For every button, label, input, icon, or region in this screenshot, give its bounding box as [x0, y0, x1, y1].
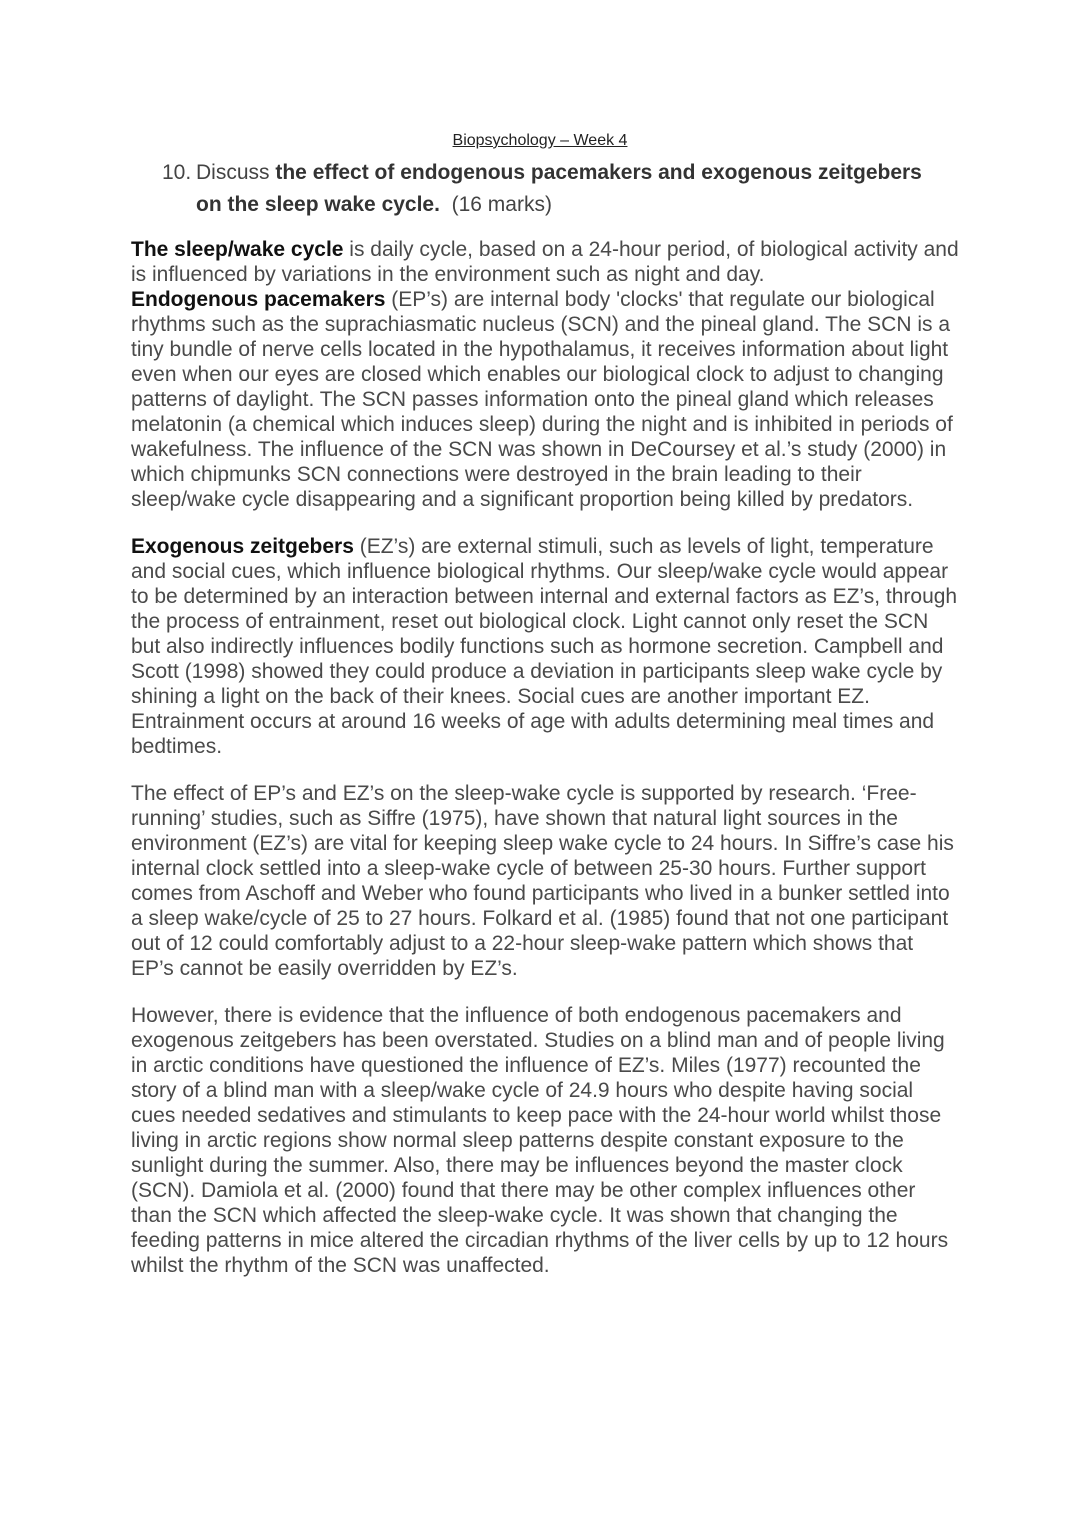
- paragraph-1-text-a: is daily cycle, based on a 24-hour period, of biological activity and is influenced by variations in the environment such as night and day.: [131, 238, 959, 286]
- paragraph-sleep-wake-cycle: [131, 237, 961, 512]
- essay-body: [131, 237, 961, 1300]
- paragraph-research-support: The effect of EP’s and EZ’s on the sleep-wake cycle is supported by research. ‘Free-running’ studies, such as Siffre (1975), have shown that natural light sources in the environment (EZ’s) are vital for keeping sleep wake cycle to 24 hours. In Siffre’s case his internal clock settled into a sleep-wake cycle of between 25-30 hours. Further support comes from Aschoff and Weber who found participants who lived in a bunker settled into a sleep wake/cycle of 25 to 27 hours. Folkard et al. (1985) found that not one participant out of 12 could comfortably adjust to a 22-hour sleep-wake pattern which shows that EP’s cannot be easily overridden by EZ’s.: [131, 782, 954, 980]
- question-marks: (16 marks): [451, 193, 552, 216]
- paragraph-2-text: (EZ’s) are external stimuli, such as levels of light, temperature and social cues, which influence biological rhythms. Our sleep/wake cycle would appear to be determined by an interaction between internal and external factors as EZ’s, through the process of entrainment, reset out biological clock. Light cannot only reset the SCN but also indirectly influences bodily functions such as hormone secretion. Campbell and Scott (1998) showed they could produce a deviation in participants sleep wake cycle by shining a light on the back of their knees. Social cues are another important EZ. Entrainment occurs at around 16 weeks of age with adults determining meal times and bedtimes.: [131, 535, 958, 758]
- question-prefix: Discuss: [196, 161, 276, 184]
- term-endogenous-pacemakers: Endogenous pacemakers: [131, 288, 386, 311]
- question-line-1: [162, 157, 962, 189]
- paragraph-evaluation: However, there is evidence that the influence of both endogenous pacemakers and exogenous zeitgebers has been overstated. Studies on a blind man and of people living in arctic conditions have questioned the influence of EZ’s. Miles (1977) recounted the story of a blind man with a sleep/wake cycle of 24.9 hours who despite having social cues needed sedatives and stimulants to keep pace with the 24-hour world whilst those living in arctic regions show normal sleep patterns despite constant exposure to the sunlight during the summer. Also, there may be influences beyond the master clock (SCN). Damiola et al. (2000) found that there may be other complex influences other than the SCN which affected the sleep-wake cycle. It was shown that changing the feeding patterns in mice altered the circadian rhythms of the liver cells by up to 12 hours whilst the rhythm of the SCN was unaffected.: [131, 1004, 949, 1277]
- paragraph-exogenous-zeitgebers: [131, 534, 961, 759]
- document-header-title: Biopsychology – Week 4: [452, 132, 628, 149]
- term-exogenous-zeitgebers: Exogenous zeitgebers: [131, 535, 354, 558]
- essay-question: [162, 157, 962, 221]
- question-number: 10.: [162, 161, 192, 184]
- question-bold-line-1: the effect of endogenous pacemakers and exogenous zeitgebers: [275, 161, 922, 184]
- question-bold-line-2: on the sleep wake cycle.: [196, 193, 440, 216]
- question-line-2: [162, 189, 962, 221]
- paragraph-1-text-b: (EP’s) are internal body 'clocks' that regulate our biological rhythms such as the suprachiasmatic nucleus (SCN) and the pineal gland. The SCN is a tiny bundle of nerve cells located in the hypothalamus, it receives information about light even when our eyes are closed which enables our biological clock to adjust to changing patterns of daylight. The SCN passes information onto the pineal gland which releases melatonin (a chemical which induces sleep) during the night and is inhibited in periods of wakefulness. The influence of the SCN was shown in DeCoursey et al.’s study (2000) in which chipmunks SCN connections were destroyed in the brain leading to their sleep/wake cycle disappearing and a significant proportion being killed by predators.: [131, 288, 953, 511]
- term-sleep-wake-cycle: The sleep/wake cycle: [131, 238, 344, 261]
